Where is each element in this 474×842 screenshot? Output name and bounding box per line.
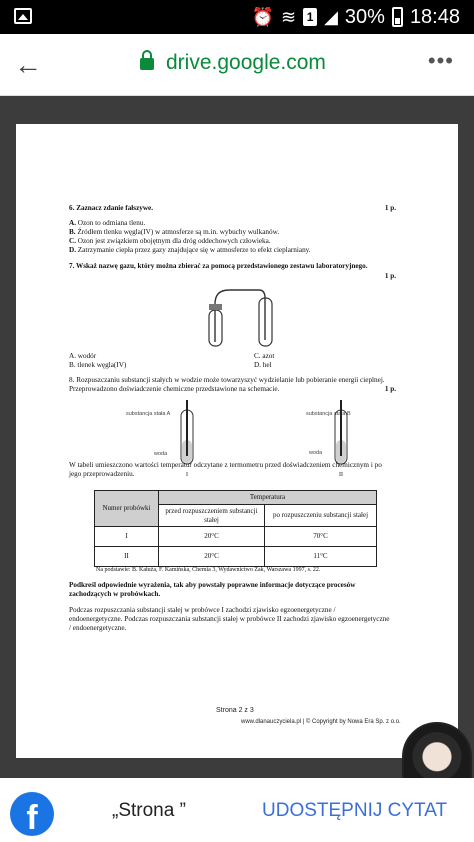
row-1-num: I <box>95 527 159 547</box>
gas-collection-apparatus <box>201 282 281 352</box>
url-text[interactable]: drive.google.com <box>166 51 326 74</box>
label-water-1: woda <box>154 451 168 457</box>
label-water-2: woda <box>309 450 323 456</box>
header-before: przed rozpuszczeniem substancji stałej <box>159 505 265 527</box>
q6-option-b[interactable]: B. Źródłem tlenku węgla(IV) w atmosferze są m.in. wybuchy wulkanów. <box>69 228 280 236</box>
answer-line-1: Podczas rozpuszczania substancji stałej w probówce I zachodzi zjawisko egzoenergetyczne / <box>69 606 336 614</box>
answer-line-3: / endoenergetyczne. <box>69 624 127 632</box>
q6-option-c[interactable]: C. Ozon jest związkiem obojętnym dla dróg oddechowych człowieka. <box>69 237 271 245</box>
row-2-before: 20°C <box>159 547 265 567</box>
answer-line-2: endoenergetyczne. Podczas rozpuszczania substancji stałej w probówce II zachodzi zjawisko egzoenergetyczne <box>69 615 390 623</box>
q6-points: 1 p. <box>384 204 396 212</box>
q8-intro-2: Przeprowadzono doświadczenie chemiczne przedstawione na schemacie. <box>69 385 280 393</box>
q7-option-c[interactable]: C. azot <box>254 352 275 360</box>
wifi-icon: ≋ <box>280 7 297 27</box>
tube-2-label: II <box>339 472 343 478</box>
header-temperature: Temperatura <box>159 491 377 505</box>
q7-title: 7. Wskaż nazwę gazu, który można zbierać za pomocą przedstawionego zestawu laboratoryjnego. <box>69 262 368 270</box>
q7-option-d[interactable]: D. hel <box>254 361 272 369</box>
battery-percent: 30% <box>344 5 385 28</box>
lock-icon <box>140 58 154 70</box>
share-bar <box>0 778 474 842</box>
row-2-after: 11°C <box>265 547 377 567</box>
header-after: po rozpuszczeniu substancji stałej <box>265 505 377 527</box>
overflow-menu-icon[interactable]: ••• <box>427 48 454 73</box>
q7-points: 1 p. <box>384 272 396 280</box>
tube-1-label: I <box>186 472 188 478</box>
source-note: Na podstawie: B. Kałuża, F. Kamińska, Chemia 3, Wydawnictwo Żak, Warszawa 1997, s. 22. <box>96 567 321 573</box>
q7-option-a[interactable]: A. wodór <box>69 352 97 360</box>
q8-intro-1: 8. Rozpuszczaniu substancji stałych w wodzie może towarzyszyć wydzielanie lub pobieranie energii cieplnej. <box>69 376 385 384</box>
q6-option-d[interactable]: D. Zatrzymanie ciepła przez gazy znajdujące się w atmosferze to efekt cieplarniany. <box>69 246 311 254</box>
table-intro-2: jego przeprowadzeniu. <box>69 470 135 478</box>
row-1-after: 70°C <box>265 527 377 547</box>
task-1: Podkreśl odpowiednie wyrażenia, tak aby powstały poprawne informacje dotyczące procesów <box>69 581 356 589</box>
header-tube-number: Numer probówki <box>95 491 159 527</box>
signal-icon: ◢ <box>324 7 338 27</box>
clock: 18:48 <box>409 5 460 28</box>
test-tube-1 <box>178 400 198 468</box>
table-intro-1: W tabeli umieszczono wartości temperatur odczytane z termometru przed doświadczeniem chemicznym i po <box>69 461 382 469</box>
battery-icon <box>392 7 403 27</box>
status-bar <box>0 0 474 34</box>
document-viewer[interactable] <box>0 96 474 778</box>
quote-text: „Strona ” <box>112 800 186 821</box>
q6-option-a[interactable]: A. Ozon to odmiana tlenu. <box>69 219 146 227</box>
alarm-icon: ⏰ <box>251 7 274 27</box>
image-notification-icon <box>14 8 32 24</box>
q6-title: 6. Zaznacz zdanie fałszywe. <box>69 204 154 212</box>
label-substance-b: substancja stała B <box>306 411 351 417</box>
status-icons <box>252 4 460 30</box>
sim-icon: 1 <box>303 8 317 26</box>
row-1-before: 20°C <box>159 527 265 547</box>
facebook-icon[interactable]: f <box>10 792 54 836</box>
temperature-table <box>94 490 377 567</box>
document-page <box>16 124 458 758</box>
label-substance-a: substancja stała A <box>126 411 171 417</box>
back-arrow-icon[interactable]: ← <box>14 49 42 80</box>
task-2: zachodzących w probówkach. <box>69 590 161 598</box>
share-quote-button[interactable]: UDOSTĘPNIJ CYTAT <box>262 800 448 821</box>
page-number: Strona 2 z 3 <box>216 707 254 714</box>
q7-option-b[interactable]: B. tlenek węgla(IV) <box>69 361 127 369</box>
q8-points: 1 p. <box>384 385 396 393</box>
address-bar <box>0 34 474 96</box>
test-tube-2 <box>332 400 352 468</box>
row-2-num: II <box>95 547 159 567</box>
copyright-line: www.dlanauczyciela.pl | © Copyright by Nowa Era Sp. z o.o. <box>241 719 401 725</box>
